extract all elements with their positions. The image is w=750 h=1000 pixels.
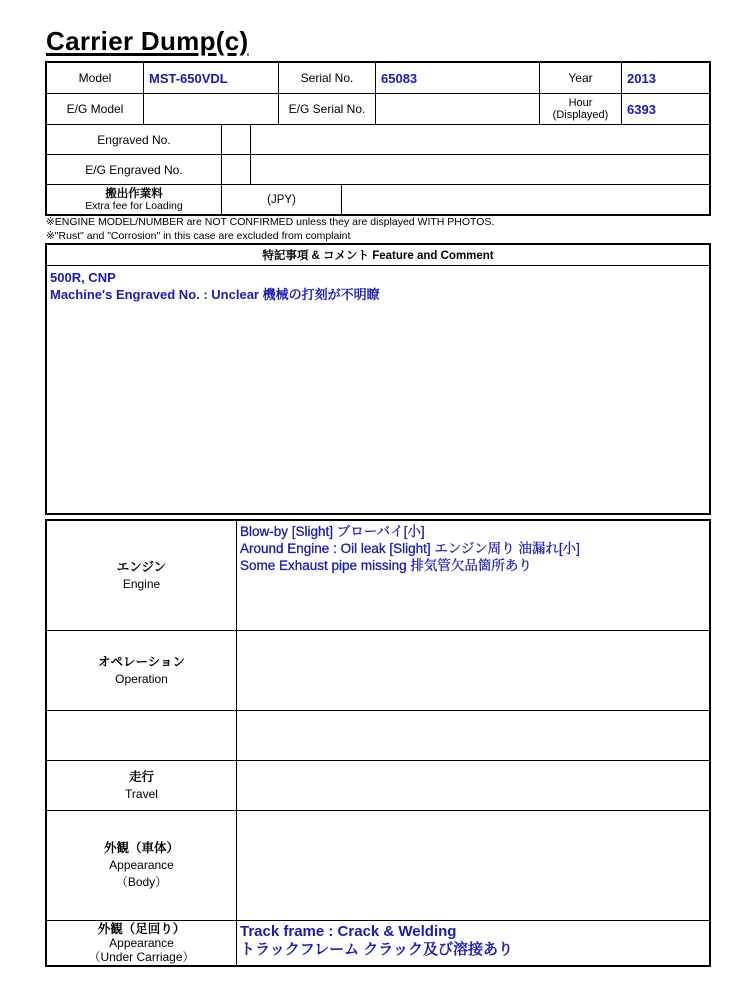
blank-comments bbox=[237, 711, 709, 761]
serial-label: Serial No. bbox=[279, 63, 376, 94]
appearance-body-label-jp: 外観（車体） bbox=[103, 841, 179, 855]
engine-comment-line: Around Engine : Oil leak [Slight] エンジン周り 油漏れ[小] bbox=[240, 541, 580, 556]
inspection-table bbox=[45, 519, 711, 967]
engine-comments bbox=[237, 521, 709, 631]
engraved-check-cell bbox=[222, 125, 251, 155]
appearance-body-label bbox=[47, 811, 237, 921]
appearance-under-comments bbox=[237, 921, 709, 965]
feature-body bbox=[50, 269, 700, 303]
feature-header-text: 特記事項 & コメント Feature and Comment bbox=[262, 250, 494, 262]
year-value: 2013 bbox=[622, 63, 709, 94]
hour-label-line2: (Displayed) bbox=[552, 109, 609, 121]
fee-value bbox=[342, 185, 709, 214]
engine-label bbox=[47, 521, 237, 631]
feature-line: Machine's Engraved No. : Unclear 機械の打刻が不明瞭 bbox=[50, 287, 380, 302]
model-value: MST-650VDL bbox=[144, 63, 279, 94]
travel-label bbox=[47, 761, 237, 811]
note-rust-excluded: ※"Rust" and "Corrosion" in this case are excluded from complaint bbox=[46, 230, 351, 242]
travel-label-en: Travel bbox=[125, 786, 158, 801]
engine-comment-line: Some Exhaust pipe missing 排気管欠品箇所あり bbox=[240, 558, 532, 573]
engraved-value bbox=[251, 125, 709, 155]
appearance-under-label-en2: （Under Carriage） bbox=[88, 950, 195, 964]
info-table bbox=[45, 61, 711, 216]
engine-label-en: Engine bbox=[122, 576, 161, 591]
appearance-under-label-jp: 外観（足回り） bbox=[97, 922, 186, 936]
feature-header bbox=[47, 245, 709, 266]
fee-label-jp: 搬出作業料 bbox=[105, 187, 163, 200]
under-comment-line: Track frame : Crack & Welding bbox=[240, 923, 457, 940]
appearance-under-label bbox=[47, 921, 237, 965]
travel-label-jp: 走行 bbox=[128, 769, 154, 784]
feature-box bbox=[45, 243, 711, 515]
operation-label-en: Operation bbox=[115, 671, 168, 686]
eg-serial-value bbox=[376, 94, 540, 125]
eg-serial-label: E/G Serial No. bbox=[279, 94, 376, 125]
engraved-label: Engraved No. bbox=[47, 125, 222, 155]
operation-label bbox=[47, 631, 237, 711]
fee-currency: (JPY) bbox=[222, 185, 342, 214]
under-comment-line: トラックフレーム クラック及び溶接あり bbox=[240, 941, 513, 958]
appearance-body-comments bbox=[237, 811, 709, 921]
engine-comment-line: Blow-by [Slight] ブローバイ[小] bbox=[240, 524, 425, 539]
page-title: Carrier Dump(c) bbox=[46, 26, 249, 56]
travel-comments bbox=[237, 761, 709, 811]
operation-label-jp: オペレーション bbox=[97, 654, 185, 669]
hour-value: 6393 bbox=[622, 94, 709, 125]
hour-label bbox=[540, 94, 622, 125]
fee-label-en: Extra fee for Loading bbox=[85, 199, 183, 212]
hour-label-line1: Hour bbox=[568, 97, 593, 109]
feature-line: 500R, CNP bbox=[50, 270, 116, 285]
year-label: Year bbox=[540, 63, 622, 94]
eg-model-label: E/G Model bbox=[47, 94, 144, 125]
eg-engraved-value bbox=[251, 155, 709, 185]
eg-engraved-check-cell bbox=[222, 155, 251, 185]
engine-label-jp: エンジン bbox=[116, 559, 167, 574]
operation-comments bbox=[237, 631, 709, 711]
appearance-under-label-en: Appearance bbox=[109, 936, 174, 950]
fee-label bbox=[47, 185, 222, 214]
appearance-body-label-en: Appearance bbox=[109, 858, 174, 872]
eg-engraved-label: E/G Engraved No. bbox=[47, 155, 222, 185]
model-label: Model bbox=[47, 63, 144, 94]
serial-value: 65083 bbox=[376, 63, 540, 94]
blank-label bbox=[47, 711, 237, 761]
eg-model-value bbox=[144, 94, 279, 125]
note-engine-confirm: ※ENGINE MODEL/NUMBER are NOT CONFIRMED unless they are displayed WITH PHOTOS. bbox=[46, 216, 495, 228]
appearance-body-label-en2: （Body） bbox=[115, 875, 168, 889]
